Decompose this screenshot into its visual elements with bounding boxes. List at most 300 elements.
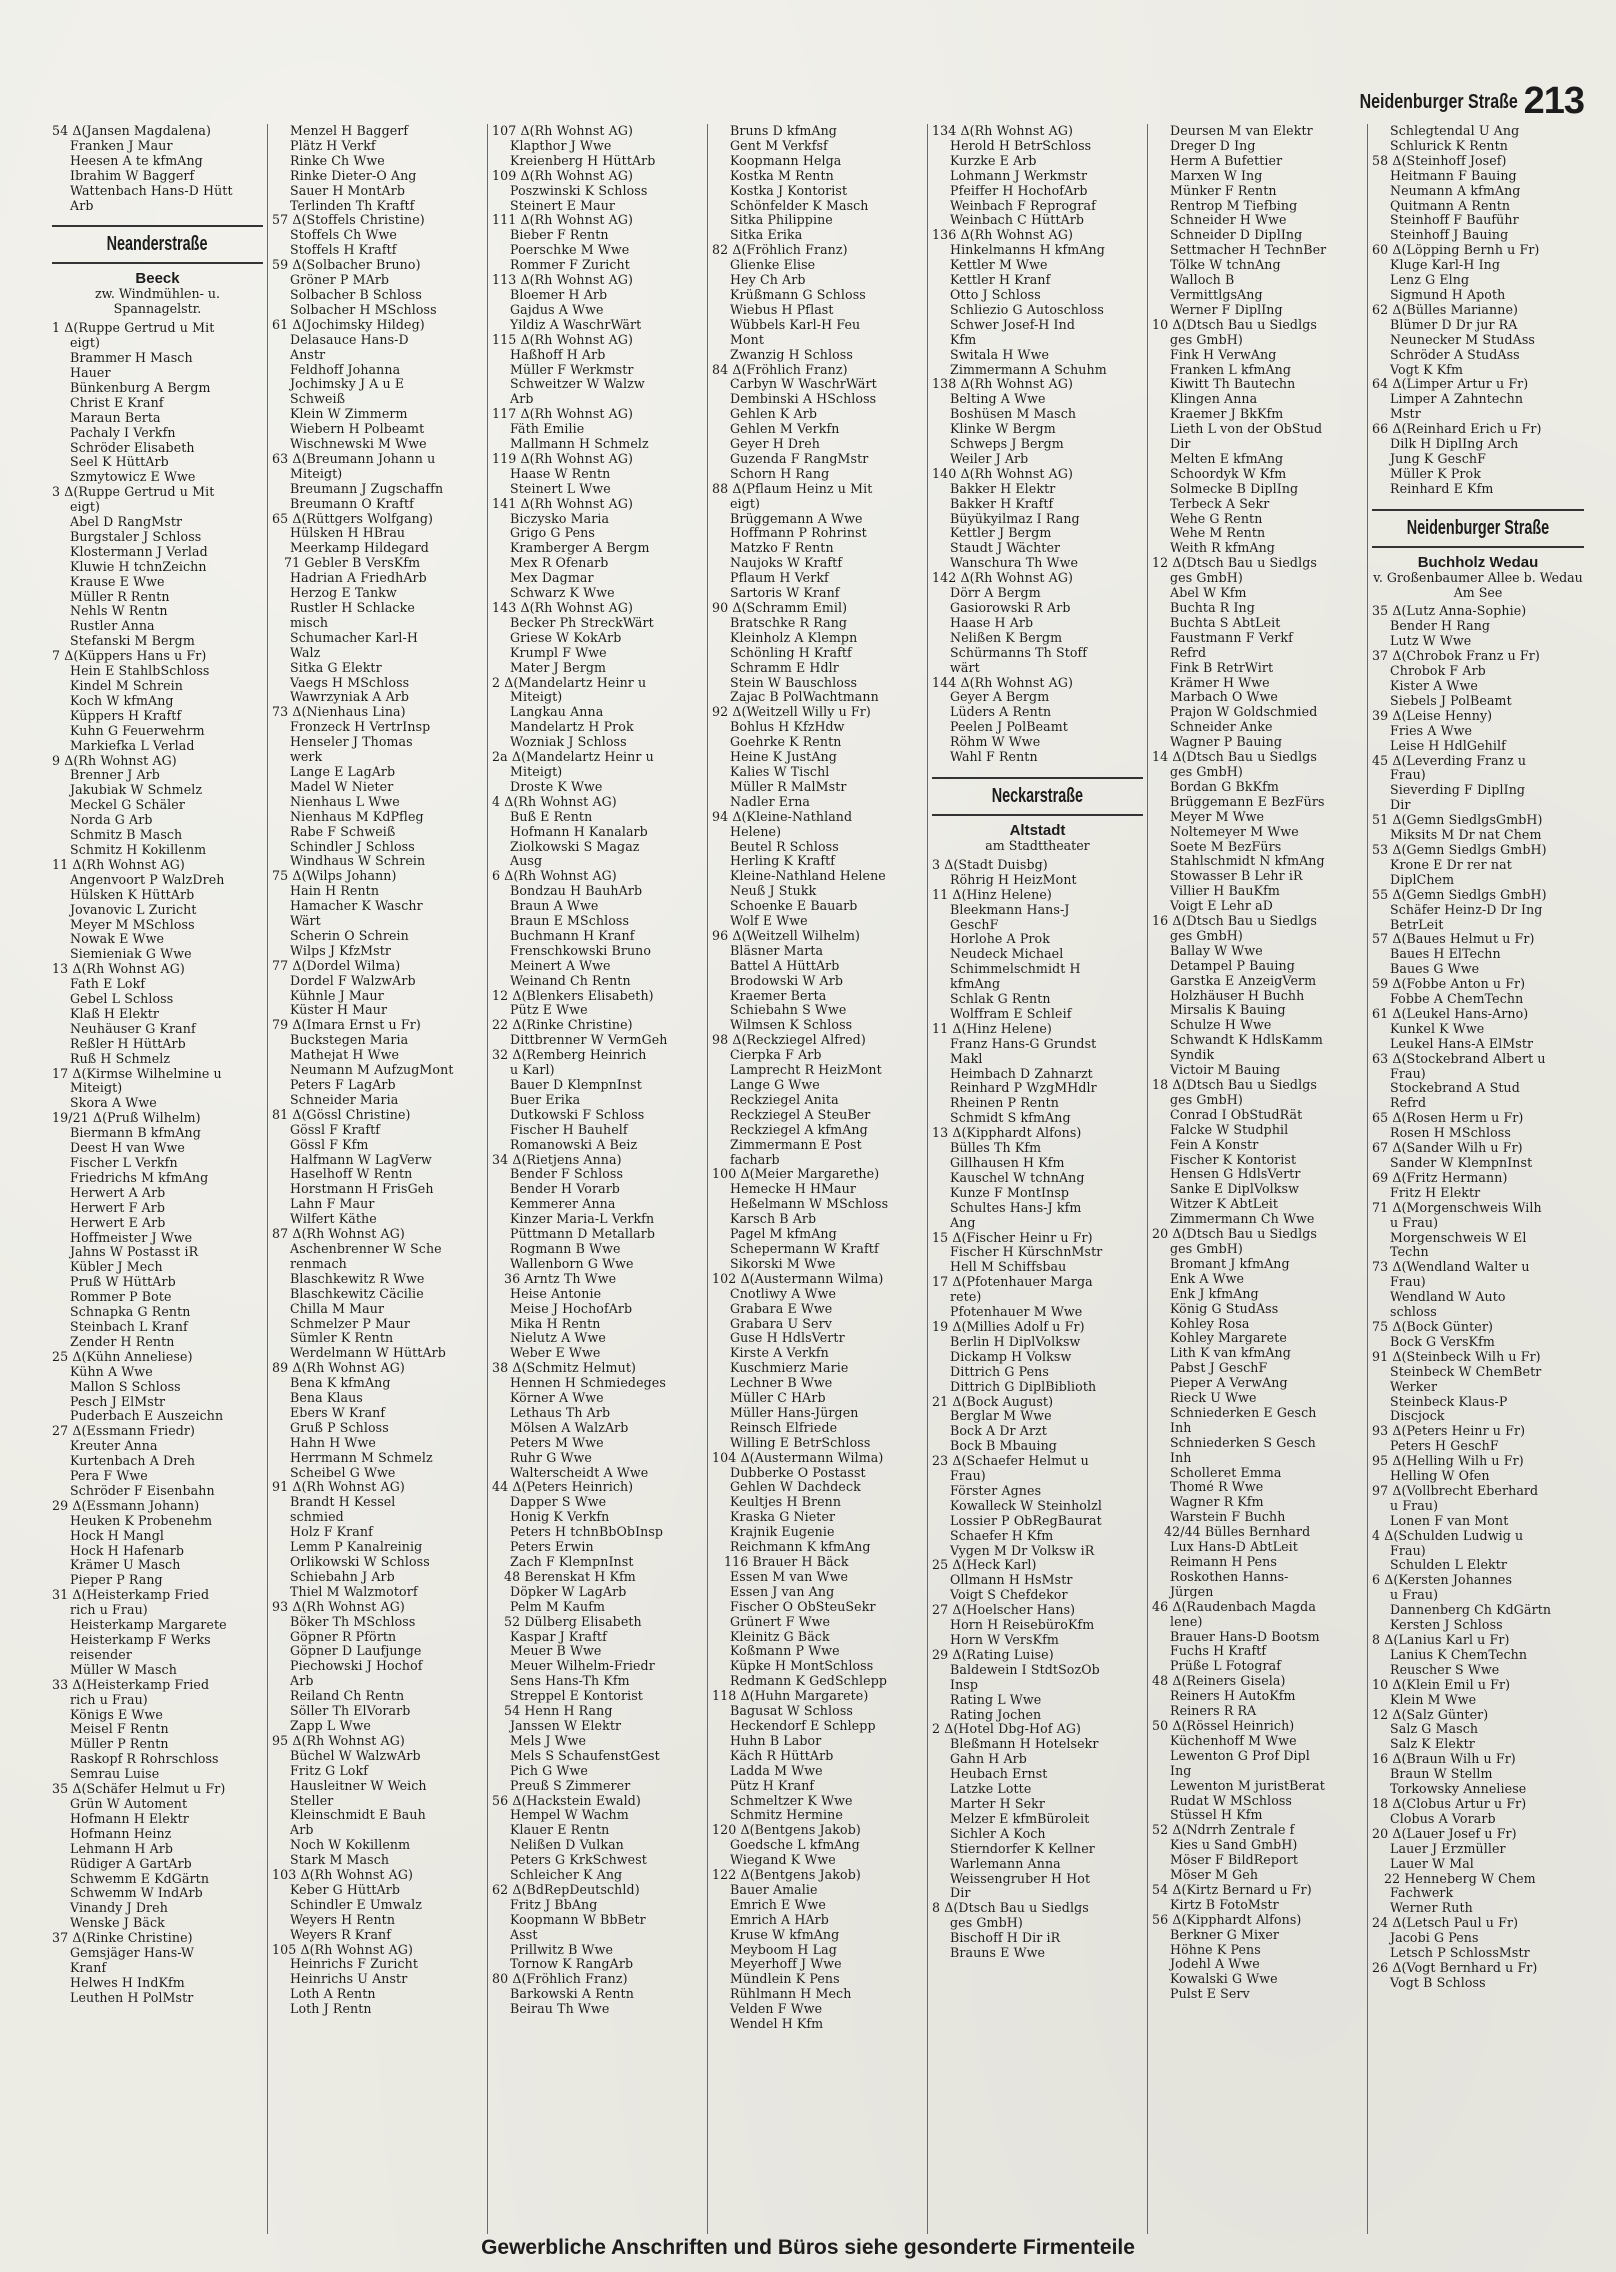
resident-entry: schloss: [1390, 1305, 1437, 1320]
address-entry: 21 Δ(Bock August): [932, 1394, 1054, 1409]
resident-entry: Kleinholz A Klempn: [730, 630, 858, 645]
address-entry: 4 Δ(Rh Wohnst AG): [492, 794, 617, 809]
resident-entry: Söller Th ElVorarb: [290, 1704, 411, 1719]
address-entry: 103 Δ(Rh Wohnst AG): [272, 1868, 414, 1883]
district-description: zw. Windmühlen- u. Spannagelstr.: [95, 286, 220, 317]
resident-entry: Gahn H Arb: [950, 1752, 1027, 1767]
resident-entry: Schulze H Wwe: [1170, 1018, 1272, 1033]
resident-entry: Weinbach F Reprograf: [950, 198, 1096, 213]
resident-entry: Heisterkamp Margarete: [70, 1618, 227, 1633]
resident-entry: Kurtenbach A Dreh: [70, 1454, 196, 1469]
resident-entry: Helling W Ofen: [1390, 1469, 1490, 1484]
address-entry: 98 Δ(Reckziegel Alfred): [712, 1033, 866, 1048]
address-entry: 66 Δ(Reinhard Erich u Fr): [1372, 422, 1542, 437]
resident-entry: Braun E MSchloss: [510, 914, 630, 929]
resident-entry: Rüdiger A GartArb: [70, 1856, 192, 1871]
resident-entry: Ziolkowski S Magaz: [510, 839, 640, 854]
resident-entry: Mölsen A WalzArb: [510, 1420, 629, 1435]
resident-entry: Baues H ElTechn: [1390, 947, 1501, 962]
resident-entry: Orlikowski W Schloss: [290, 1555, 430, 1569]
resident-entry: Mex Dagmar: [510, 571, 594, 586]
resident-entry: Schweitzer W Walzw: [510, 377, 645, 392]
resident-entry: Lewenton M juristBerat: [1170, 1778, 1325, 1793]
resident-entry: Helwes H IndKfm: [70, 1975, 185, 1990]
resident-entry: Dutkowski F Schloss: [510, 1107, 645, 1122]
resident-entry: Mika H Rentn: [510, 1316, 601, 1331]
resident-entry: Jahns W Postasst iR: [70, 1245, 199, 1260]
resident-entry: Miksits M Dr nat Chem: [1390, 828, 1542, 843]
resident-entry: Brüggemann E BezFürs: [1170, 794, 1325, 809]
address-entry: 111 Δ(Rh Wohnst AG): [492, 213, 634, 228]
resident-entry: Norda G Arb: [70, 813, 153, 828]
address-entry: 29 Δ(Essmann Johann): [52, 1498, 200, 1513]
resident-entry: Schröder Elisabeth: [70, 440, 195, 455]
resident-entry: Klapthor J Wwe: [510, 138, 612, 153]
address-entry: 91 Δ(Steinbeck Wilh u Fr): [1372, 1349, 1541, 1364]
resident-entry: Püttmann D Metallarb: [510, 1227, 656, 1242]
resident-entry: Essen M van Wwe: [730, 1569, 848, 1584]
resident-entry: Langkau Anna: [510, 705, 604, 720]
resident-entry: Torkowsky Anneliese: [1390, 1782, 1527, 1797]
resident-entry: Mels S SchaufenstGest: [510, 1748, 660, 1763]
address-entry: 27 Δ(Hoelscher Hans): [932, 1603, 1076, 1618]
resident-entry: Reßler H HüttArb: [70, 1036, 186, 1051]
resident-entry: Nienhaus L Wwe: [290, 794, 400, 809]
address-entry: 75 Δ(Wilps Johann): [272, 869, 397, 884]
resident-entry: Herzog E Tankw: [290, 586, 397, 601]
resident-entry: Mallmann H Schmelz: [510, 437, 649, 452]
address-entry: 61 Δ(Leukel Hans-Arno): [1372, 1006, 1529, 1021]
resident-entry: Wärt: [290, 914, 321, 929]
resident-entry: Büyükyilmaz I Rang: [950, 511, 1080, 526]
address-entry: 45 Δ(Leverding Franz u: [1372, 753, 1527, 768]
resident-entry: Kranf: [70, 1960, 107, 1975]
resident-entry: Lechner B Wwe: [730, 1376, 833, 1391]
resident-entry: Guzenda F RangMstr: [730, 451, 869, 466]
resident-entry: wärt: [950, 660, 980, 675]
address-entry: 90 Δ(Schramm Emil): [712, 601, 848, 615]
resident-entry: Ausg: [510, 854, 543, 869]
resident-entry: Discjock: [1390, 1409, 1445, 1424]
resident-entry: Skora A Wwe: [70, 1096, 157, 1111]
resident-entry: Wiebern H Polbeamt: [290, 422, 425, 437]
resident-entry: Henseler J Thomas: [290, 735, 413, 750]
resident-entry: Hensen G HdlsVertr: [1170, 1167, 1301, 1182]
address-entry: 4 Δ(Schulden Ludwig u: [1372, 1528, 1524, 1543]
resident-entry: Böker Th MSchloss: [290, 1614, 416, 1629]
resident-entry: Klauer E Rentn: [510, 1823, 610, 1838]
resident-entry: Falcke W Studphil: [1170, 1122, 1289, 1137]
address-entry: 63 Δ(Breumann Johann u: [272, 451, 436, 466]
address-entry: 53 Δ(Gemn Siedlgs GmbH): [1372, 842, 1547, 857]
address-entry: 14 Δ(Dtsch Bau u Siedlgs: [1152, 750, 1317, 765]
resident-entry: Schwemm W IndArb: [70, 1886, 203, 1901]
resident-entry: Reckziegel Anita: [730, 1092, 839, 1107]
address-entry: 113 Δ(Rh Wohnst AG): [492, 273, 634, 288]
resident-entry: Marxen W Ing: [1170, 168, 1263, 183]
resident-entry: Kluge Karl-H Ing: [1390, 258, 1501, 273]
resident-entry: VermittlgsAng: [1170, 287, 1263, 302]
address-entry: 42/44 Bülles Bernhard: [1164, 1525, 1311, 1540]
resident-entry: Jürgen: [1170, 1584, 1214, 1599]
resident-entry: Fobbe A ChemTechn: [1390, 992, 1524, 1007]
resident-entry: Refrd: [1390, 1096, 1427, 1111]
resident-entry: Dapper S Wwe: [510, 1495, 607, 1510]
resident-entry: Schönfelder K Masch: [730, 198, 869, 213]
resident-entry: Sanke E DiplVolksw: [1170, 1182, 1299, 1197]
address-entry: 56 Δ(Hackstein Ewald): [492, 1793, 641, 1808]
resident-entry: Belting A Wwe: [950, 392, 1046, 407]
resident-entry: Dir: [950, 1886, 971, 1901]
resident-entry: Conrad I ObStudRät: [1170, 1107, 1303, 1122]
resident-entry: Herwert F Arb: [70, 1200, 165, 1215]
resident-entry: Ollmann H HsMstr: [950, 1573, 1073, 1588]
resident-entry: Röhm W Wwe: [950, 735, 1041, 750]
address-entry: 73 Δ(Wendland Walter u: [1372, 1260, 1530, 1275]
resident-entry: Stockebrand A Stud: [1390, 1081, 1520, 1096]
resident-entry: DiplChem: [1390, 872, 1455, 887]
resident-entry: Heßelmann W MSchloss: [730, 1197, 889, 1212]
resident-entry: Enk A Wwe: [1170, 1271, 1245, 1286]
resident-entry: Jakubiak W Schmelz: [70, 783, 203, 798]
resident-entry: Neuß J Stukk: [730, 884, 817, 899]
resident-entry: Wiebus H Pflast: [730, 302, 834, 317]
resident-entry: Peters H tchnBbObInsp: [510, 1525, 664, 1540]
resident-entry: Fischer H KürschnMstr: [950, 1245, 1103, 1260]
resident-entry: Klostermann J Verlad: [70, 544, 208, 559]
resident-entry: Fink H VerwAng: [1170, 347, 1277, 362]
resident-entry: Mirsalis K Bauing: [1170, 1003, 1286, 1018]
resident-entry: Frenschkowski Bruno: [510, 943, 652, 958]
address-entry: 23 Δ(Schaefer Helmut u: [932, 1454, 1089, 1469]
resident-entry: Kinzer Maria-L Verkfn: [510, 1212, 655, 1227]
resident-entry: Lanius K ChemTechn: [1390, 1647, 1528, 1662]
resident-entry: Melzer E kfmBüroleit: [950, 1811, 1090, 1826]
resident-entry: Scheibel G Wwe: [290, 1465, 396, 1480]
resident-entry: Droste K Wwe: [510, 779, 603, 794]
resident-entry: Essen J van Ang: [730, 1584, 835, 1599]
address-entry: 77 Δ(Dordel Wilma): [272, 958, 401, 973]
resident-entry: Bromant J kfmAng: [1170, 1256, 1290, 1271]
resident-entry: Pesch J ElMstr: [70, 1394, 166, 1409]
resident-entry: Weinbach C HüttArb: [950, 213, 1085, 228]
resident-entry: Schnapka G Rentn: [70, 1305, 191, 1320]
resident-entry: Hein E StahlbSchloss: [70, 664, 210, 679]
address-entry: 12 Δ(Dtsch Bau u Siedlgs: [1152, 556, 1317, 571]
resident-entry: Vogt B Schloss: [1390, 1975, 1486, 1990]
resident-entry: Victoir M Bauing: [1170, 1063, 1281, 1078]
resident-entry: Heckendorf E Schlepp: [730, 1718, 876, 1733]
address-entry: 33 Δ(Heisterkamp Fried: [52, 1677, 210, 1692]
resident-entry: Mallon S Schloss: [70, 1379, 181, 1394]
resident-entry: Warstein F Buchh: [1170, 1510, 1286, 1525]
resident-entry: Weith R kfmAng: [1170, 541, 1275, 556]
address-entry: 57 Δ(Baues Helmut u Fr): [1372, 932, 1535, 947]
resident-entry: Leise H HdlGehilf: [1390, 738, 1506, 753]
resident-entry: Miteigt): [510, 764, 563, 779]
resident-entry: Hofmann H Elektr: [70, 1811, 189, 1826]
resident-entry: Dembinski A HSchloss: [730, 392, 877, 407]
resident-entry: Asst: [510, 1927, 538, 1942]
resident-entry: Nelißen D Vulkan: [510, 1838, 624, 1853]
resident-entry: Bleekmann Hans-J: [950, 902, 1070, 917]
resident-entry: Biermann B kfmAng: [70, 1126, 201, 1141]
address-entry: 10 Δ(Dtsch Bau u Siedlgs: [1152, 317, 1317, 332]
resident-entry: Peters H GeschF: [1390, 1439, 1499, 1454]
address-entry: 122 Δ(Bentgens Jakob): [712, 1868, 861, 1883]
resident-entry: Fritz G Lokf: [290, 1763, 368, 1778]
resident-entry: Hofmann Heinz: [70, 1826, 172, 1841]
resident-entry: Sander W KlempnInst: [1390, 1156, 1533, 1170]
resident-entry: Limper A Zahntechn: [1390, 392, 1524, 407]
resident-entry: Herling K Kraftf: [730, 854, 836, 869]
address-entry: 54 Δ(Kirtz Bernard u Fr): [1152, 1882, 1312, 1897]
address-entry: 57 Δ(Stoffels Christine): [272, 213, 425, 228]
resident-entry: Pieper A VerwAng: [1170, 1376, 1288, 1391]
resident-entry: Küpke H MontSchloss: [730, 1659, 874, 1674]
resident-entry: Braun W Stellm: [1390, 1767, 1493, 1782]
resident-entry: Weinand Ch Rentn: [510, 973, 631, 988]
resident-entry: Schwarz K Wwe: [510, 586, 615, 601]
resident-entry: Mstr: [1390, 407, 1421, 422]
resident-entry: Griese W KokArb: [510, 630, 622, 645]
resident-entry: Reinhard P WzgMHdlr: [950, 1081, 1097, 1096]
resident-entry: Hoffmeister J Wwe: [70, 1230, 193, 1245]
resident-entry: Schneider Maria: [290, 1092, 399, 1107]
resident-entry: Kurzke E Arb: [950, 153, 1037, 168]
resident-entry: Rieck U Wwe: [1170, 1391, 1257, 1406]
resident-entry: Steinhoff J Bauing: [1390, 228, 1509, 243]
resident-entry: Sitka Erika: [730, 228, 803, 243]
resident-entry: Kfm: [950, 332, 977, 347]
resident-entry: Neunecker M StudAss: [1390, 332, 1535, 347]
resident-entry: Käch R HüttArb: [730, 1748, 834, 1763]
resident-entry: Frau): [1390, 768, 1426, 783]
resident-entry: Franken L kfmAng: [1170, 362, 1292, 377]
resident-entry: Gössl F Kraftf: [290, 1122, 381, 1137]
address-entry: 7 Δ(Küppers Hans u Fr): [52, 649, 207, 664]
resident-entry: Schramm E Hdlr: [730, 660, 839, 675]
street-heading-text: Neckarstraße: [991, 784, 1084, 807]
resident-entry: Dittrich G DiplBiblioth: [950, 1379, 1097, 1394]
resident-entry: Wilmsen K Schloss: [730, 1018, 853, 1033]
resident-entry: Sikorski M Wwe: [730, 1256, 836, 1271]
column-3: [488, 124, 708, 2234]
address-entry: 54 Henn H Rang: [504, 1704, 613, 1719]
resident-entry: Bock A Dr Arzt: [950, 1424, 1047, 1439]
address-entry: 62 Δ(Bülles Marianne): [1372, 302, 1519, 317]
resident-entry: Wozniak J Schloss: [510, 735, 627, 750]
resident-entry: Fuchs H Kraftf: [1170, 1644, 1267, 1659]
resident-entry: Schneider H Wwe: [1170, 213, 1287, 228]
resident-entry: Vaegs H MSchloss: [290, 675, 410, 690]
address-entry: 29 Δ(Rating Luise): [932, 1647, 1054, 1662]
resident-entry: Cierpka F Arb: [730, 1048, 822, 1063]
resident-entry: Lutz W Wwe: [1390, 634, 1472, 649]
address-entry: 138 Δ(Rh Wohnst AG): [932, 377, 1074, 392]
resident-entry: Klingen Anna: [1170, 392, 1258, 407]
resident-entry: Lieth L von der ObStud: [1170, 422, 1323, 437]
address-entry: 120 Δ(Bentgens Jakob): [712, 1823, 861, 1838]
resident-entry: ges GmbH): [1170, 1241, 1243, 1256]
resident-entry: Möser F BildReport: [1170, 1853, 1298, 1868]
address-entry: 52 Dülberg Elisabeth: [504, 1614, 642, 1629]
address-entry: 17 Δ(Kirmse Wilhelmine u: [52, 1066, 222, 1081]
resident-entry: Dordel F WalzwArb: [290, 973, 416, 988]
resident-entry: Goedsche L kfmAng: [730, 1838, 860, 1853]
resident-entry: Wiegand K Wwe: [730, 1853, 836, 1868]
resident-entry: eigt): [70, 336, 101, 351]
resident-entry: Hain H Rentn: [290, 884, 380, 899]
address-entry: 55 Δ(Gemn Siedlgs GmbH): [1372, 887, 1547, 902]
resident-entry: Breumann J Zugschaffn: [290, 481, 444, 496]
resident-entry: Schmidt S kfmAng: [950, 1111, 1071, 1126]
resident-entry: Mündlein K Pens: [730, 1972, 840, 1987]
resident-entry: Dörr A Bergm: [950, 586, 1041, 601]
resident-entry: Windhaus W Schrein: [290, 854, 426, 869]
resident-entry: Miteigt): [510, 690, 563, 705]
resident-entry: Buer Erika: [510, 1092, 581, 1107]
resident-entry: Kettler M Wwe: [950, 258, 1048, 273]
resident-entry: Fachwerk: [1390, 1886, 1454, 1901]
resident-entry: Rommer P Bote: [70, 1290, 172, 1305]
resident-entry: Wübbels Karl-H Feu: [730, 317, 861, 332]
resident-entry: Yildiz A WaschrWärt: [510, 317, 642, 332]
resident-entry: Schmelzer P Maur: [290, 1316, 410, 1331]
resident-entry: Kowalleck W Steinholzl: [950, 1498, 1102, 1513]
address-entry: 118 Δ(Huhn Margarete): [712, 1689, 869, 1704]
resident-entry: Herwert E Arb: [70, 1215, 166, 1230]
directory-columns: [48, 124, 1588, 2234]
resident-entry: Emrich A HArb: [730, 1912, 829, 1927]
resident-entry: Arb: [70, 198, 94, 213]
resident-entry: Nadler Erna: [730, 794, 811, 809]
header-street-name: Neidenburger Straße: [1359, 91, 1518, 113]
resident-entry: Kuhn G Feuerwehrm: [70, 723, 205, 738]
address-entry: 19/21 Δ(Pruß Wilhelm): [52, 1111, 201, 1126]
resident-entry: Reiners R RA: [1170, 1704, 1257, 1719]
address-entry: 46 Δ(Raudenbach Magda: [1152, 1599, 1316, 1614]
address-entry: 22 Δ(Rinke Christine): [492, 1018, 633, 1033]
resident-entry: Blaschkewitz Cäcilie: [290, 1286, 424, 1301]
resident-entry: Lossier P ObRegBaurat: [950, 1513, 1102, 1528]
resident-entry: Leukel Hans-A ElMstr: [1390, 1036, 1534, 1051]
resident-entry: Streppel E Kontorist: [510, 1689, 643, 1704]
resident-entry: Dittrich G Pens: [950, 1364, 1049, 1379]
resident-entry: Pruß W HüttArb: [70, 1275, 176, 1290]
address-entry: 62 Δ(BdRepDeutschld): [492, 1882, 640, 1897]
resident-entry: Kostka J Kontorist: [730, 183, 848, 198]
address-entry: 39 Δ(Leise Henny): [1372, 708, 1493, 723]
resident-entry: Schlegtendal U Ang: [1390, 124, 1520, 138]
resident-entry: Madel W Nieter: [290, 779, 394, 794]
resident-entry: Bender F Schloss: [510, 1167, 624, 1182]
resident-entry: Klinke W Bergm: [950, 422, 1056, 437]
resident-entry: Meise J HochofArb: [510, 1301, 633, 1316]
resident-entry: eigt): [730, 496, 761, 511]
address-entry: 143 Δ(Rh Wohnst AG): [492, 601, 634, 615]
resident-entry: Detampel P Bauing: [1170, 958, 1295, 973]
resident-entry: Vogt K Kfm: [1390, 362, 1464, 377]
resident-entry: Carbyn W WaschrWärt: [730, 377, 877, 392]
resident-entry: Werner Ruth: [1390, 1901, 1473, 1916]
resident-entry: Siemieniak G Wwe: [70, 947, 192, 962]
address-entry: 144 Δ(Rh Wohnst AG): [932, 675, 1074, 690]
resident-entry: Deursen M van Elektr: [1170, 124, 1313, 138]
resident-entry: Thomé R Wwe: [1170, 1480, 1264, 1495]
resident-entry: Insp: [950, 1677, 979, 1692]
resident-entry: Zimmermann Ch Wwe: [1170, 1212, 1315, 1227]
resident-entry: Roskothen Hanns-: [1170, 1569, 1289, 1584]
resident-entry: schmied: [290, 1510, 344, 1525]
resident-entry: Heine K JustAng: [730, 750, 837, 765]
resident-entry: Hemecke H HMaur: [730, 1182, 856, 1197]
resident-entry: Neuhäuser G Kranf: [70, 1021, 196, 1036]
resident-entry: Berglar M Wwe: [950, 1409, 1052, 1424]
resident-entry: Rinke Ch Wwe: [290, 153, 385, 168]
resident-entry: Breumann O Kraftf: [290, 496, 414, 511]
resident-entry: Meuer Wilhelm-Friedr: [510, 1659, 655, 1674]
address-entry: 95 Δ(Rh Wohnst AG): [272, 1733, 405, 1748]
resident-entry: Nienhaus M KdPfleg: [290, 809, 424, 824]
resident-entry: Lemm P Kanalreinig: [290, 1540, 423, 1555]
resident-entry: rete): [950, 1290, 982, 1305]
address-entry: 96 Δ(Weitzell Wilhelm): [712, 928, 861, 943]
resident-entry: Wenske J Bäck: [70, 1916, 165, 1931]
resident-entry: Horlohe A Prok: [950, 932, 1050, 947]
address-entry: 119 Δ(Rh Wohnst AG): [492, 451, 634, 466]
resident-entry: Wallenborn G Wwe: [510, 1256, 634, 1271]
resident-entry: Weber E Wwe: [510, 1346, 601, 1361]
resident-entry: Clobus A Vorarb: [1390, 1811, 1496, 1826]
resident-entry: Bakker H Elektr: [950, 481, 1056, 496]
resident-entry: Bena K kfmAng: [290, 1376, 391, 1391]
resident-entry: Chrobok F Arb: [1390, 664, 1486, 679]
address-entry: 32 Δ(Remberg Heinrich: [492, 1048, 647, 1063]
resident-entry: ges GmbH): [1170, 1092, 1243, 1107]
resident-entry: Naujoks W Kraftf: [730, 556, 843, 571]
resident-entry: Menzel H Baggerf: [290, 124, 409, 138]
resident-entry: Bender H Rang: [1390, 619, 1491, 634]
resident-entry: Schweps J Bergm: [950, 437, 1064, 452]
resident-entry: Pera F Wwe: [70, 1469, 148, 1484]
resident-entry: u Karl): [510, 1063, 555, 1078]
address-entry: 115 Δ(Rh Wohnst AG): [492, 332, 634, 347]
resident-entry: Klein M Wwe: [1390, 1692, 1477, 1707]
resident-entry: Sartoris W Kranf: [730, 586, 840, 601]
resident-entry: Stüssel H Kfm: [1170, 1808, 1263, 1823]
resident-entry: Walloch B: [1170, 273, 1235, 288]
resident-entry: Hempel W Wachm: [510, 1808, 629, 1823]
resident-entry: Rentrop M Tiefbing: [1170, 198, 1298, 213]
resident-entry: Pabst J GeschF: [1170, 1361, 1268, 1376]
resident-entry: ges GmbH): [1170, 571, 1243, 586]
resident-entry: Rating Jochen: [950, 1707, 1042, 1722]
resident-entry: Noch W Kokillenm: [290, 1838, 411, 1853]
resident-entry: Walterscheidt A Wwe: [510, 1465, 649, 1480]
resident-entry: Baldewein I StdtSozOb: [950, 1662, 1100, 1677]
resident-entry: Schröder F Eisenbahn: [70, 1483, 215, 1498]
resident-entry: Seel K HüttArb: [70, 455, 169, 470]
resident-entry: Schmitz H Kokillenm: [70, 842, 207, 857]
column-6: [1148, 124, 1368, 2234]
resident-entry: Schmeltzer K Wwe: [730, 1793, 853, 1808]
resident-entry: u Frau): [1390, 1498, 1439, 1513]
address-entry: 37 Δ(Chrobok Franz u Fr): [1372, 649, 1540, 664]
resident-entry: Gasiorowski R Arb: [950, 601, 1071, 615]
resident-entry: Müller K Prok: [1390, 466, 1481, 481]
resident-entry: Helene): [730, 824, 782, 839]
